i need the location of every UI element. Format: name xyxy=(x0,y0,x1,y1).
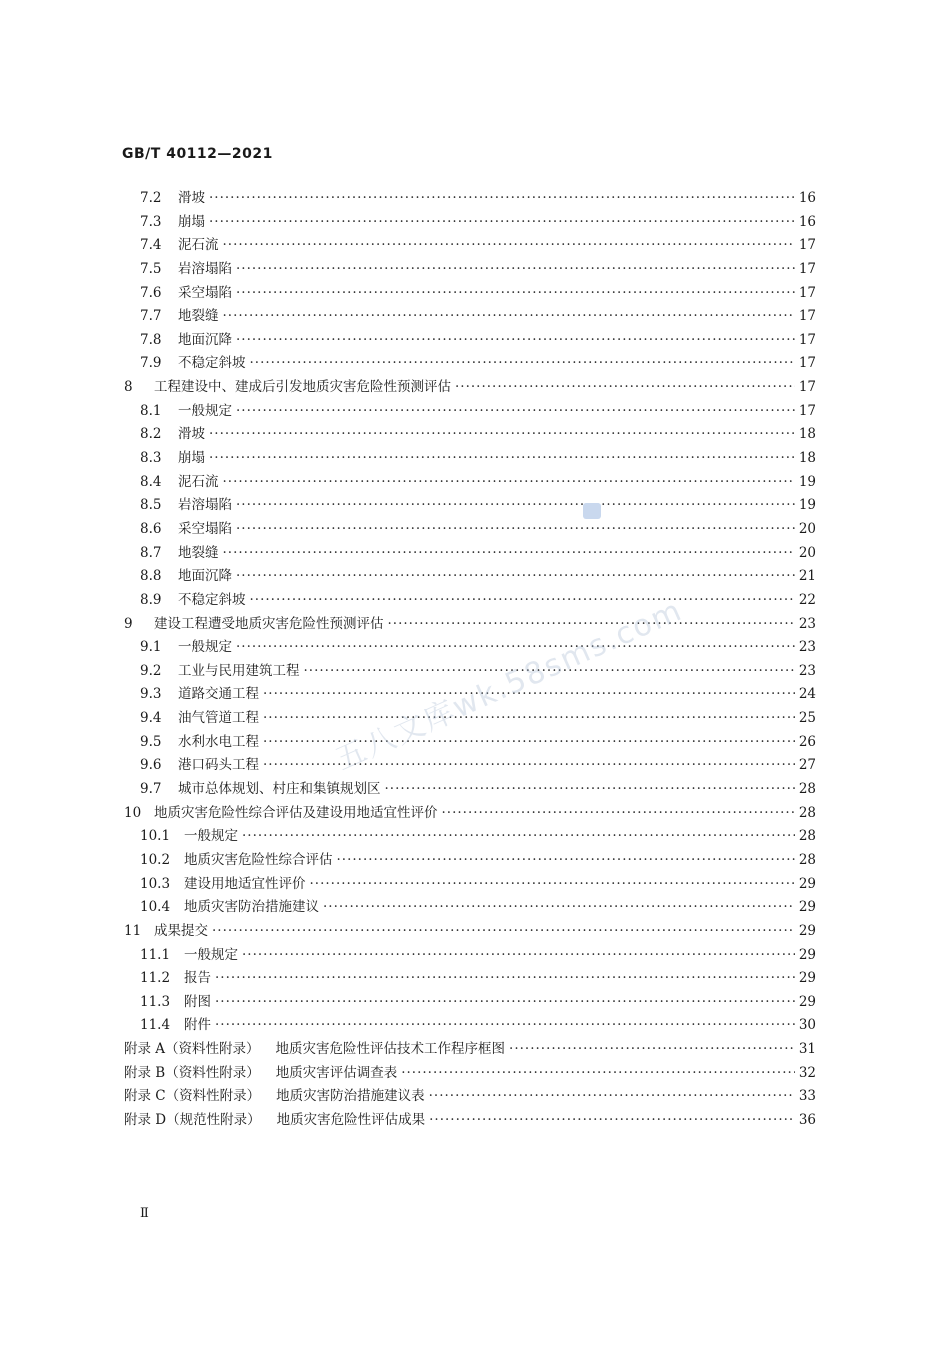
toc-entry-title: 地质灾害防治措施建议 xyxy=(184,899,319,916)
toc-leader-dots xyxy=(209,214,795,230)
toc-entry-page: 26 xyxy=(798,733,816,750)
toc-entry-number: 8.6 xyxy=(140,520,162,537)
toc-entry xyxy=(122,186,816,210)
toc-entry-page: 22 xyxy=(798,591,816,608)
toc-leader-dots xyxy=(209,426,795,442)
toc-entry-number: 8.2 xyxy=(140,426,162,443)
toc-entry-page: 16 xyxy=(798,190,816,206)
toc-entry-title: 不稳定斜坡 xyxy=(178,355,246,372)
toc-entry-title: 附件 xyxy=(184,1017,211,1034)
toc-leader-dots xyxy=(209,450,795,466)
toc-entry-title: 工业与民用建筑工程 xyxy=(178,662,300,679)
toc-leader-dots xyxy=(209,190,795,206)
toc-entry xyxy=(122,824,816,848)
toc-entry-page: 27 xyxy=(798,757,816,774)
toc-entry-title: 岩溶塌陷 xyxy=(178,260,232,277)
toc-entry-page: 29 xyxy=(798,993,816,1010)
toc-entry-number: 8 xyxy=(124,379,133,396)
toc-entry-title: 地质灾害危险性评估成果 xyxy=(276,1111,426,1128)
toc-entry xyxy=(122,872,816,896)
toc-entry-title: 岩溶塌陷 xyxy=(178,497,232,514)
toc-leader-dots xyxy=(429,1088,795,1104)
toc-entry-page: 20 xyxy=(798,544,816,561)
toc-entry-number: 9.5 xyxy=(140,733,162,750)
toc-entry-page: 36 xyxy=(798,1111,816,1128)
toc-entry xyxy=(122,257,816,281)
toc-leader-dots xyxy=(429,1112,795,1128)
toc-entry-title: 地裂缝 xyxy=(178,544,219,561)
toc-leader-dots xyxy=(223,474,795,490)
toc-entry-number: 7.3 xyxy=(140,213,162,230)
toc-leader-dots xyxy=(250,355,795,371)
toc-entry xyxy=(122,1084,816,1108)
toc-entry-number: 7.5 xyxy=(140,260,162,277)
toc-leader-dots xyxy=(310,876,795,892)
toc-entry-number: 11.3 xyxy=(140,993,171,1010)
scan-mark xyxy=(583,503,601,519)
toc-entry-number: 附录 C（资料性附录） xyxy=(124,1088,261,1105)
toc-entry xyxy=(122,446,816,470)
toc-leader-dots xyxy=(236,521,795,537)
toc-entry-number: 附录 D（规范性附录） xyxy=(124,1111,261,1128)
toc-entry xyxy=(122,399,816,423)
toc-leader-dots xyxy=(215,1017,795,1033)
toc-entry-number: 10 xyxy=(124,804,142,821)
toc-entry-page: 32 xyxy=(798,1064,816,1081)
toc-entry xyxy=(122,753,816,777)
table-of-contents xyxy=(122,186,816,1132)
toc-entry-title: 城市总体规划、村庄和集镇规划区 xyxy=(178,781,381,798)
toc-entry-number: 11.1 xyxy=(140,946,171,963)
toc-entry-title: 滑坡 xyxy=(178,426,205,443)
toc-leader-dots xyxy=(236,285,795,301)
page-numeral: Ⅱ xyxy=(140,1206,149,1221)
toc-leader-dots xyxy=(385,781,795,797)
toc-entry-page: 29 xyxy=(798,875,816,892)
toc-entry-title: 港口码头工程 xyxy=(178,757,259,774)
toc-entry xyxy=(122,919,816,943)
toc-entry-page: 29 xyxy=(798,946,816,963)
toc-entry xyxy=(122,517,816,541)
toc-leader-dots xyxy=(442,805,795,821)
toc-entry-page: 17 xyxy=(798,284,816,301)
toc-entry-number: 9.1 xyxy=(140,639,162,656)
toc-entry-page: 28 xyxy=(798,851,816,868)
toc-entry-title: 滑坡 xyxy=(178,190,205,206)
toc-entry-title: 一般规定 xyxy=(184,828,238,845)
toc-entry-title: 附图 xyxy=(184,993,211,1010)
toc-entry-title: 建设用地适宜性评价 xyxy=(184,875,306,892)
toc-entry-page: 17 xyxy=(798,355,816,372)
toc-entry xyxy=(122,1037,816,1061)
toc-entry-title: 采空塌陷 xyxy=(178,284,232,301)
toc-entry-number: 9.4 xyxy=(140,710,162,727)
toc-entry-title: 泥石流 xyxy=(178,237,219,254)
toc-entry xyxy=(122,635,816,659)
toc-entry-title: 地质灾害危险性评估技术工作程序框图 xyxy=(275,1041,506,1058)
toc-entry-number: 9.3 xyxy=(140,686,162,703)
toc-entry-title: 地质灾害危险性综合评估及建设用地适宜性评价 xyxy=(154,804,438,821)
toc-entry-page: 30 xyxy=(798,1017,816,1034)
watermark: 五八文库wk.58sms.com xyxy=(330,592,689,778)
toc-entry-number: 8.4 xyxy=(140,473,162,490)
toc-entry xyxy=(122,541,816,565)
toc-entry-page: 28 xyxy=(798,804,816,821)
toc-leader-dots xyxy=(215,970,795,986)
toc-entry xyxy=(122,612,816,636)
toc-entry-title: 不稳定斜坡 xyxy=(178,591,246,608)
toc-leader-dots xyxy=(223,545,795,561)
toc-entry-number: 11.2 xyxy=(140,970,171,987)
toc-entry-page: 19 xyxy=(798,497,816,514)
toc-entry-page: 29 xyxy=(798,922,816,939)
toc-leader-dots xyxy=(263,710,795,726)
toc-entry-number: 11 xyxy=(124,922,142,939)
toc-leader-dots xyxy=(236,332,795,348)
toc-entry-page: 17 xyxy=(798,237,816,254)
toc-leader-dots xyxy=(236,403,795,419)
toc-entry xyxy=(122,730,816,754)
toc-entry-number: 10.2 xyxy=(140,851,171,868)
toc-entry-number: 11.4 xyxy=(140,1017,171,1034)
toc-entry xyxy=(122,351,816,375)
toc-entry-number: 7.7 xyxy=(140,308,162,325)
toc-leader-dots xyxy=(223,308,795,324)
toc-entry-page: 23 xyxy=(798,639,816,656)
toc-entry-page: 17 xyxy=(798,260,816,277)
toc-leader-dots xyxy=(236,568,795,584)
toc-entry xyxy=(122,848,816,872)
toc-entry-number: 附录 A（资料性附录） xyxy=(124,1041,260,1058)
toc-entry-number: 8.1 xyxy=(140,402,162,419)
toc-leader-dots xyxy=(236,497,795,513)
toc-entry-page: 18 xyxy=(798,450,816,467)
toc-entry-title: 建设工程遭受地质灾害危险性预测评估 xyxy=(154,615,384,632)
toc-leader-dots xyxy=(242,828,795,844)
toc-entry-page: 31 xyxy=(798,1041,816,1058)
toc-entry xyxy=(122,588,816,612)
toc-leader-dots xyxy=(455,379,795,395)
toc-entry-title: 地面沉降 xyxy=(178,331,232,348)
toc-entry-title: 崩塌 xyxy=(178,450,205,467)
toc-leader-dots xyxy=(215,994,795,1010)
toc-entry xyxy=(122,233,816,257)
standard-number: GB/T 40112—2021 xyxy=(122,146,273,162)
toc-entry-title: 采空塌陷 xyxy=(178,520,232,537)
toc-entry-title: 一般规定 xyxy=(184,946,238,963)
toc-leader-dots xyxy=(509,1041,795,1057)
toc-entry xyxy=(122,493,816,517)
toc-entry-page: 28 xyxy=(798,781,816,798)
toc-entry-page: 17 xyxy=(798,402,816,419)
toc-entry-number: 8.7 xyxy=(140,544,162,561)
toc-leader-dots xyxy=(250,592,795,608)
toc-leader-dots xyxy=(236,639,795,655)
toc-entry xyxy=(122,777,816,801)
toc-entry-number: 9.7 xyxy=(140,781,162,798)
toc-entry-number: 附录 B（资料性附录） xyxy=(124,1064,260,1081)
toc-entry-number: 9.6 xyxy=(140,757,162,774)
toc-entry-number: 7.8 xyxy=(140,331,162,348)
toc-entry-title: 地质灾害评估调查表 xyxy=(275,1064,398,1081)
toc-leader-dots xyxy=(242,947,795,963)
toc-entry xyxy=(122,564,816,588)
toc-entry-number: 8.9 xyxy=(140,591,162,608)
toc-entry xyxy=(122,801,816,825)
toc-entry-page: 17 xyxy=(798,308,816,325)
toc-entry-number: 8.3 xyxy=(140,450,162,467)
toc-leader-dots xyxy=(323,899,795,915)
toc-entry xyxy=(122,210,816,234)
toc-entry-page: 23 xyxy=(798,615,816,632)
toc-entry-page: 25 xyxy=(798,710,816,727)
toc-entry-page: 21 xyxy=(798,568,816,585)
toc-entry-page: 33 xyxy=(798,1088,816,1105)
toc-entry xyxy=(122,966,816,990)
toc-entry xyxy=(122,1061,816,1085)
toc-entry xyxy=(122,1013,816,1037)
toc-entry-title: 泥石流 xyxy=(178,473,219,490)
toc-entry-number: 10.1 xyxy=(140,828,171,845)
toc-entry-page: 18 xyxy=(798,426,816,443)
toc-entry xyxy=(122,422,816,446)
toc-entry-number: 7.2 xyxy=(140,190,162,206)
toc-entry xyxy=(122,375,816,399)
toc-entry-page: 17 xyxy=(798,331,816,348)
toc-entry-title: 报告 xyxy=(184,970,211,987)
toc-entry-page: 29 xyxy=(798,899,816,916)
toc-entry-number: 10.3 xyxy=(140,875,171,892)
toc-entry-number: 9.2 xyxy=(140,662,162,679)
toc-entry-page: 17 xyxy=(798,379,816,396)
toc-entry-page: 24 xyxy=(798,686,816,703)
toc-entry-title: 崩塌 xyxy=(178,213,205,230)
toc-entry-number: 7.4 xyxy=(140,237,162,254)
toc-entry xyxy=(122,895,816,919)
toc-entry xyxy=(122,281,816,305)
toc-entry-page: 29 xyxy=(798,970,816,987)
toc-entry-number: 8.5 xyxy=(140,497,162,514)
toc-entry-title: 地质灾害防治措施建议表 xyxy=(276,1088,425,1105)
toc-entry-page: 23 xyxy=(798,662,816,679)
toc-entry-number: 10.4 xyxy=(140,899,171,916)
toc-entry xyxy=(122,470,816,494)
toc-entry-number: 8.8 xyxy=(140,568,162,585)
toc-entry-number: 7.6 xyxy=(140,284,162,301)
toc-entry-title: 地裂缝 xyxy=(178,308,219,325)
toc-entry-page: 19 xyxy=(798,473,816,490)
toc-entry-page: 16 xyxy=(798,213,816,230)
toc-entry-title: 工程建设中、建成后引发地质灾害危险性预测评估 xyxy=(154,379,451,396)
toc-entry xyxy=(122,304,816,328)
toc-entry-title: 地质灾害危险性综合评估 xyxy=(184,851,333,868)
toc-leader-dots xyxy=(337,852,795,868)
toc-entry-title: 油气管道工程 xyxy=(178,710,259,727)
toc-entry-number: 7.9 xyxy=(140,355,162,372)
toc-entry-number: 9 xyxy=(124,615,133,632)
toc-entry-title: 地面沉降 xyxy=(178,568,232,585)
toc-leader-dots xyxy=(223,237,795,253)
toc-entry-title: 成果提交 xyxy=(154,922,208,939)
toc-entry-title: 一般规定 xyxy=(178,639,232,656)
toc-entry-title: 水利水电工程 xyxy=(178,733,259,750)
toc-entry-page: 28 xyxy=(798,828,816,845)
toc-leader-dots xyxy=(401,1065,795,1081)
toc-entry xyxy=(122,990,816,1014)
toc-entry-page: 20 xyxy=(798,520,816,537)
toc-entry-title: 一般规定 xyxy=(178,402,232,419)
toc-entry xyxy=(122,328,816,352)
toc-entry-title: 道路交通工程 xyxy=(178,686,259,703)
toc-leader-dots xyxy=(212,923,795,939)
toc-leader-dots xyxy=(236,261,795,277)
toc-entry xyxy=(122,943,816,967)
toc-entry xyxy=(122,1108,816,1132)
